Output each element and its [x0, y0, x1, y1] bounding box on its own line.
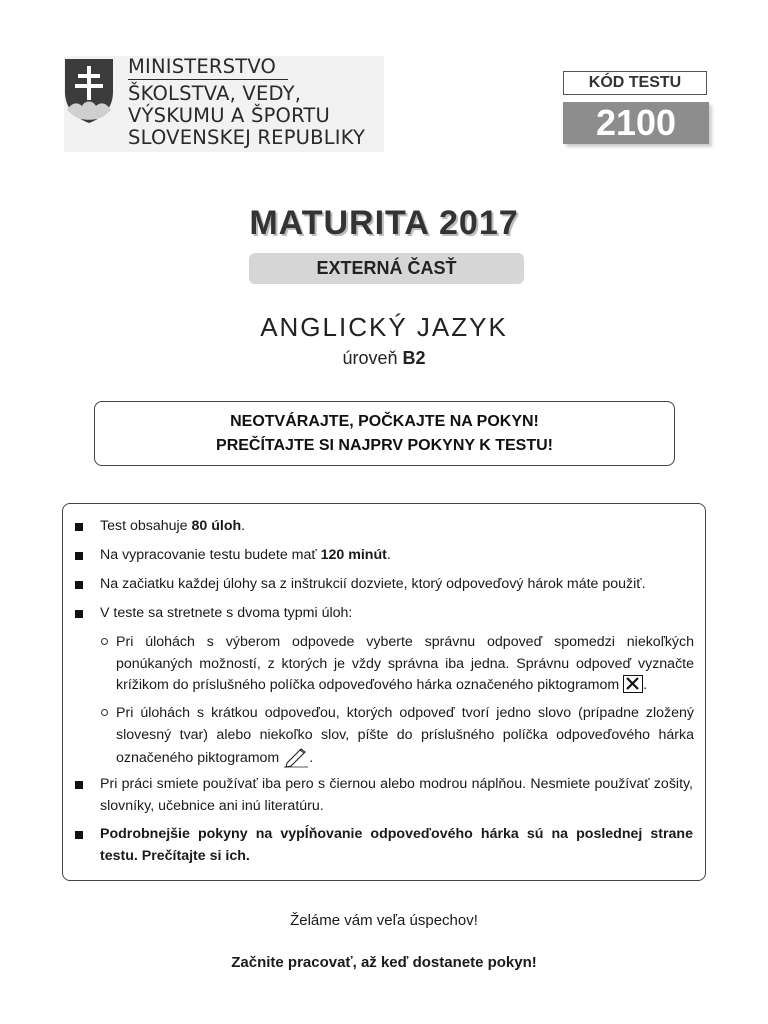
instruction-text: Test obsahuje: [100, 518, 192, 534]
slovak-coat-of-arms-icon: [64, 58, 114, 124]
exam-subject: ANGLICKÝ JAZYK: [260, 312, 508, 342]
ministry-line: SLOVENSKEJ REPUBLIKY: [128, 126, 366, 149]
start-instruction-text: Začnite pracovať, až keď dostanete pokyn!: [231, 954, 537, 971]
instruction-bold: 120 minút: [320, 547, 387, 563]
instruction-text: Na začiatku každej úlohy sa z inštrukcií dozviete, ktorý odpoveďový hárok máte použiť.: [100, 576, 646, 592]
checked-box-icon: [623, 675, 643, 693]
warning-box: [94, 401, 675, 466]
level-value: B2: [402, 348, 426, 368]
exam-title: MATURITA 2017: [249, 204, 519, 242]
instruction-text: Podrobnejšie pokyny na vypĺňovanie odpoveďového hárka sú na poslednej strane testu. Prečítajte si ich.: [100, 826, 693, 864]
exam-level: [0, 348, 768, 369]
instruction-text: V teste sa stretnete s dvoma typmi úloh:: [100, 605, 353, 621]
instruction-text: .: [386, 547, 391, 563]
warning-line: NEOTVÁRAJTE, POČKAJTE NA POKYN!: [230, 413, 539, 430]
instruction-bold: 80 úloh: [191, 518, 242, 534]
bullet-icon: [75, 781, 83, 789]
level-prefix: úroveň: [342, 348, 398, 368]
bullet-icon: [75, 552, 83, 560]
circle-bullet-icon: [101, 709, 108, 716]
bullet-icon: [75, 523, 83, 531]
ministry-line: MINISTERSTVO: [128, 56, 288, 80]
ministry-line: ŠKOLSTVA, VEDY,: [128, 82, 302, 105]
ministry-logo: [64, 56, 384, 152]
test-code-label: KÓD TESTU: [563, 71, 707, 95]
good-luck-text: Želáme vám veľa úspechov!: [290, 912, 478, 929]
ministry-name: [128, 56, 365, 149]
circle-bullet-icon: [101, 638, 108, 645]
instruction-text: Pri práci smiete používať iba pero s čiernou alebo modrou náplňou. Nesmiete používať zošity, slovníky, učebnice ani inú literatúru.: [100, 776, 693, 814]
warning-line: PREČÍTAJTE SI NAJPRV POKYNY K TESTU!: [216, 437, 553, 454]
bullet-icon: [75, 581, 83, 589]
instruction-text: Pri úlohách s krátkou odpoveďou, ktorých odpoveď tvorí jedno slovo (prípadne zložený slovesný tvar) alebo niekoľko slov, píšte do príslušného políčka odpoveďového hárka označeného piktogramom: [116, 705, 694, 766]
pen-icon: [283, 746, 309, 768]
instructions-box: Test obsahuje 80 úloh. Na vypracovanie testu budete mať 120 minút. Na začiatku každej úlohy sa z inštrukcií dozviete, ktorý odpoveďový hárok máte použiť. V teste sa stretnete s dvoma typmi úloh: Pri úlohách s výberom odpovede vyberte správnu odpoveď spomedzi niekoľkých ponúkaných možností, z ktorých je vždy správna iba jedna. Správnu odpoveď vyznačte krížikom do príslušného políčka odpoveďového hárka označeného piktogramom . Pri úlohách s krátkou odpoveďou, ktorých odpoveď tvorí jedno slovo (prípadne zložený slovesný tvar) alebo niekoľko slov, píšte do príslušného políčka odpoveďového hárka označeného piktogramom . Pri práci smiete používať iba pero s čiernou alebo modrou náplňou. Nesmiete používať zošity, slovníky, učebnice ani inú literatúru. Podrobnejšie pokyny na vypĺňovanie odpoveďového hárka sú na poslednej strane testu. Prečítajte si ich.: [62, 503, 706, 881]
instruction-text: Pri úlohách s výberom odpovede vyberte správnu odpoveď spomedzi niekoľkých ponúkaných možností, z ktorých je vždy správna iba jedna. Správnu odpoveď vyznačte krížikom do príslušného políčka odpoveďového hárka označeného piktogramom: [116, 634, 694, 693]
instruction-text: Na vypracovanie testu budete mať: [100, 547, 321, 563]
ministry-line: VÝSKUMU A ŠPORTU: [128, 104, 330, 127]
instruction-text: .: [241, 518, 246, 534]
test-code-value: 2100: [563, 102, 709, 144]
bullet-icon: [75, 831, 83, 839]
exam-part-badge: EXTERNÁ ČASŤ: [249, 253, 524, 284]
bullet-icon: [75, 610, 83, 618]
